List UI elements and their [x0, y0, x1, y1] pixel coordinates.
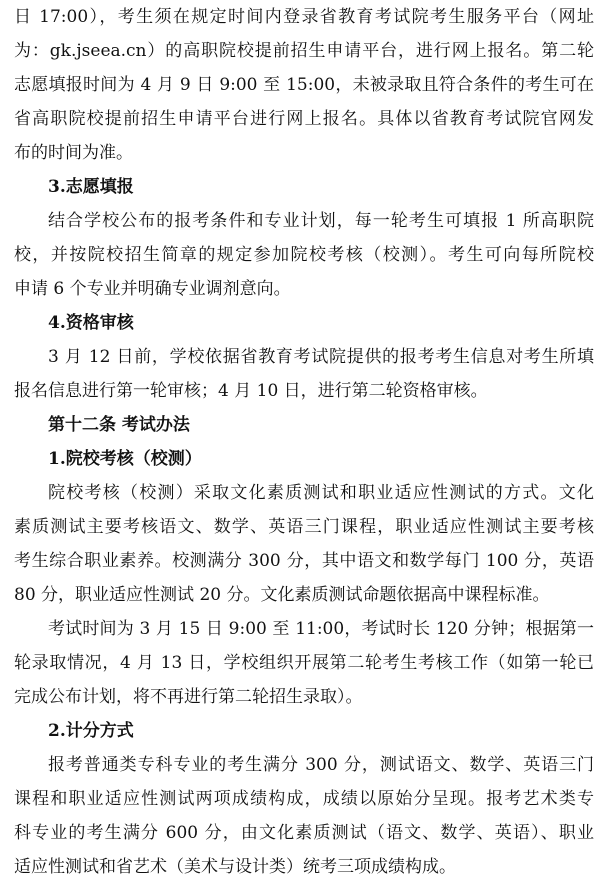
paragraph-line: 院校考核（校测）采取文化素质测试和职业适应性测试的方式。文化 — [48, 483, 594, 503]
paragraph-line: 省高职院校提前招生申请平台进行网上报名。具体以省教育考试院官网发 — [14, 109, 594, 129]
section-heading: 1.院校考核（校测） — [48, 449, 202, 469]
paragraph-line: 结合学校公布的报考条件和专业计划，每一轮考生可填报 1 所高职院 — [48, 211, 594, 231]
paragraph-line: 志愿填报时间为 4 月 9 日 9:00 至 15:00，未被录取且符合条件的考生可在 — [14, 75, 594, 95]
paragraph-line: 轮录取情况，4 月 13 日，学校组织开展第二轮考生考核工作（如第一轮已 — [14, 653, 594, 673]
section-heading: 2.计分方式 — [48, 721, 134, 741]
paragraph-line: 素质测试主要考核语文、数学、英语三门课程，职业适应性测试主要考核 — [14, 517, 594, 537]
paragraph-line: 3 月 12 日前，学校依据省教育考试院提供的报考考生信息对考生所填 — [48, 347, 594, 367]
section-heading: 4.资格审核 — [48, 313, 134, 333]
paragraph-line: 考生综合职业素养。校测满分 300 分，其中语文和数学每门 100 分，英语 — [14, 551, 594, 571]
paragraph-line: 布的时间为准。 — [14, 143, 133, 163]
paragraph-line: 为：gk.jseea.cn）的高职院校提前招生申请平台，进行网上报名。第二轮 — [14, 41, 594, 61]
paragraph-line: 日 17:00），考生须在规定时间内登录省教育考试院考生服务平台（网址 — [14, 7, 594, 27]
paragraph-line: 申请 6 个专业并明确专业调剂意向。 — [14, 279, 291, 299]
paragraph-line: 课程和职业适应性测试两项成绩构成，成绩以原始分呈现。报考艺术类专 — [14, 789, 594, 809]
paragraph-line: 完成公布计划，将不再进行第二轮招生录取）。 — [14, 687, 363, 707]
paragraph-line: 考试时间为 3 月 15 日 9:00 至 11:00，考试时长 120 分钟；根据第一 — [48, 619, 594, 639]
paragraph-line: 科专业的考生满分 600 分，由文化素质测试（语文、数学、英语）、职业 — [14, 823, 594, 843]
paragraph-line: 校，并按院校招生简章的规定参加院校考核（校测）。考生可向每所院校 — [14, 245, 594, 265]
article-heading: 第十二条 考试办法 — [48, 415, 190, 435]
paragraph-line: 80 分，职业适应性测试 20 分。文化素质测试命题依据高中课程标准。 — [14, 585, 550, 605]
paragraph-line: 报名信息进行第一轮审核；4 月 10 日，进行第二轮资格审核。 — [14, 381, 488, 401]
section-heading: 3.志愿填报 — [48, 177, 134, 197]
paragraph-line: 报考普通类专科专业的考生满分 300 分，测试语文、数学、英语三门 — [48, 755, 594, 775]
paragraph-line: 适应性测试和省艺术（美术与设计类）统考三项成绩构成。 — [14, 857, 456, 877]
